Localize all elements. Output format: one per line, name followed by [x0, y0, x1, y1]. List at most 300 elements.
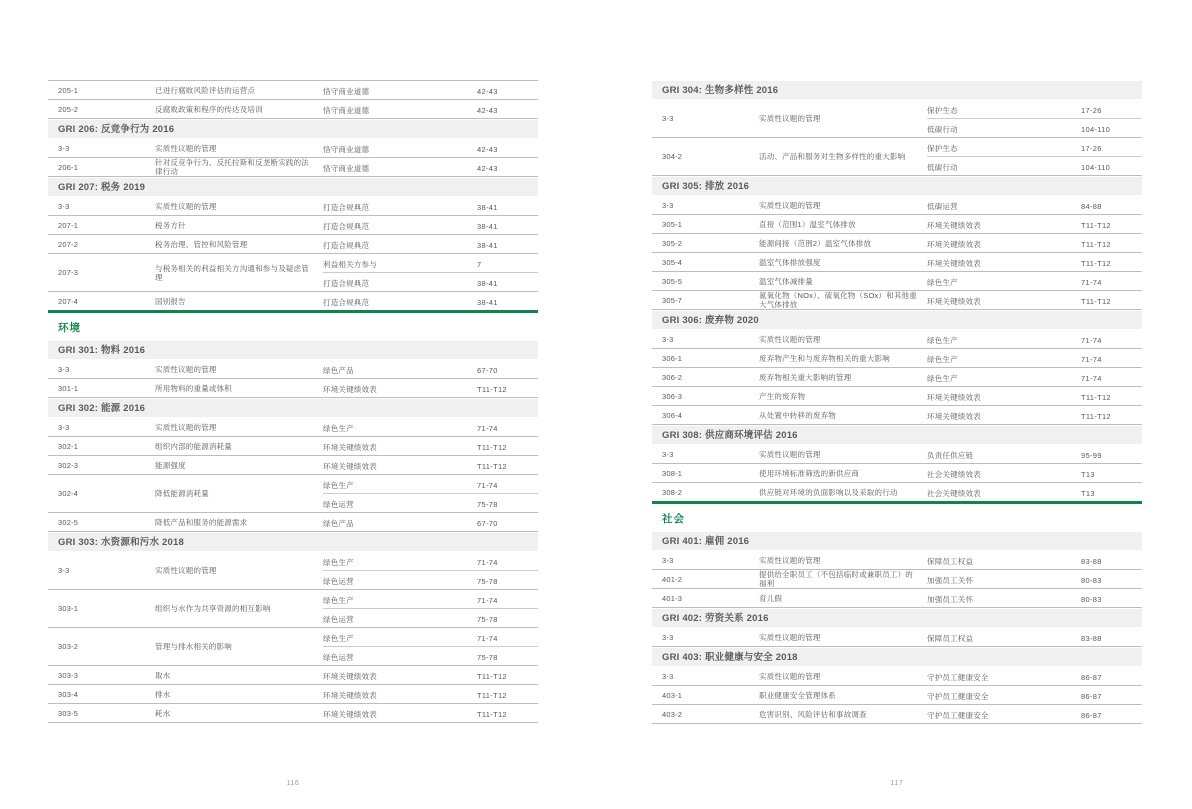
reference-pages: 86-87	[1081, 692, 1102, 701]
table-row	[48, 292, 538, 310]
row-references	[323, 379, 538, 397]
table-row	[652, 196, 1142, 215]
disclosure-title: 活动、产品和服务对生物多样性的重大影响	[759, 152, 906, 161]
reference-pages-cell	[1081, 464, 1142, 482]
disclosure-code: 205-2	[58, 104, 79, 114]
gri-section-label: GRI 301: 物料 2016	[58, 344, 146, 356]
reference-pages-cell	[1081, 628, 1142, 646]
reference-row	[323, 139, 538, 157]
disclosure-code: 207-4	[58, 296, 79, 306]
reference-chapter: 负责任供应链	[927, 451, 974, 460]
disclosure-title: 实质性议题的管理	[759, 114, 821, 123]
disclosure-title: 税务治理、管控和风险管理	[155, 239, 248, 249]
reference-pages: 71-74	[1081, 374, 1102, 383]
reference-chapter: 打造合规典范	[323, 241, 370, 250]
row-disclosure-cell	[155, 139, 323, 157]
row-disclosure-cell	[155, 475, 323, 512]
row-disclosure-cell	[155, 552, 323, 589]
reference-pages-cell	[477, 513, 538, 531]
row-disclosure-cell	[155, 254, 323, 291]
disclosure-title: 氮氧化物（NOx）、硫氧化物（SOx）和其他重大气体排放	[759, 291, 917, 309]
disclosure-title: 取水	[155, 670, 171, 680]
disclosure-code: 302-3	[58, 460, 79, 470]
reference-pages-cell	[1081, 100, 1142, 118]
disclosure-code: 403-2	[662, 709, 683, 719]
gri-section-header	[652, 609, 1142, 627]
reference-chapter: 保护生态	[927, 106, 958, 115]
disclosure-code: 305-2	[662, 238, 683, 248]
row-disclosure-cell	[155, 100, 323, 118]
row-disclosure-cell	[759, 253, 927, 271]
disclosure-code: 305-7	[662, 295, 683, 305]
gri-section-label: GRI 303: 水资源和污水 2018	[58, 536, 184, 548]
reference-chapter: 绿色生产	[927, 355, 958, 364]
disclosure-code: 206-1	[58, 162, 79, 172]
disclosure-code: 3-3	[58, 422, 70, 432]
table-row	[48, 254, 538, 292]
table-row	[48, 418, 538, 437]
reference-chapter: 环境关键绩效表	[323, 691, 377, 700]
reference-pages: 42-43	[477, 87, 498, 96]
row-disclosure-cell	[155, 513, 323, 531]
reference-pages-cell	[477, 418, 538, 436]
row-disclosure-cell	[759, 234, 927, 252]
disclosure-code: 401-2	[662, 574, 683, 584]
row-disclosure-cell	[155, 685, 323, 703]
reference-row	[927, 330, 1142, 348]
row-references	[927, 234, 1142, 252]
reference-chapter-cell	[927, 628, 1081, 646]
row-code-cell	[652, 138, 759, 175]
disclosure-title: 与税务相关的利益相关方沟通和参与及疑虑管理	[155, 263, 309, 282]
table-row	[48, 513, 538, 532]
reference-chapter: 守护员工健康安全	[927, 711, 989, 720]
gri-section-label: GRI 306: 废弃物 2020	[662, 314, 759, 326]
reference-chapter-cell	[927, 483, 1081, 501]
row-references	[927, 291, 1142, 309]
row-disclosure-cell	[759, 196, 927, 214]
reference-pages: 67-70	[477, 519, 498, 528]
row-references	[323, 685, 538, 703]
reference-row	[323, 513, 538, 531]
row-code-cell	[652, 570, 759, 588]
reference-row	[927, 387, 1142, 405]
reference-chapter: 守护员工健康安全	[927, 673, 989, 682]
reference-row	[927, 589, 1142, 607]
gri-section-label: GRI 308: 供应商环境评估 2016	[662, 429, 798, 441]
reference-chapter: 环境关键绩效表	[927, 297, 981, 306]
reference-chapter: 守护员工健康安全	[927, 692, 989, 701]
row-disclosure-cell	[759, 387, 927, 405]
disclosure-title: 降低能源消耗量	[155, 489, 209, 498]
table-row	[652, 100, 1142, 138]
gri-section-header	[652, 311, 1142, 329]
reference-pages: 38-41	[477, 298, 498, 307]
disclosure-code: 3-3	[662, 200, 674, 210]
reference-row	[323, 570, 538, 589]
reference-pages: 95-99	[1081, 451, 1102, 460]
reference-pages-cell	[1081, 119, 1142, 137]
reference-chapter: 环境关键绩效表	[323, 710, 377, 719]
row-disclosure-cell	[759, 138, 927, 175]
reference-pages-cell	[1081, 215, 1142, 233]
reference-pages: 38-41	[477, 279, 498, 288]
page-number-left: 116	[286, 780, 300, 787]
reference-row	[323, 292, 538, 310]
disclosure-code: 306-4	[662, 410, 683, 420]
reference-pages: 80-83	[1081, 595, 1102, 604]
row-code-cell	[652, 628, 759, 646]
reference-pages: T11-T12	[477, 443, 507, 452]
reference-chapter-cell	[323, 494, 477, 512]
row-disclosure-cell	[155, 360, 323, 378]
reference-chapter-cell	[927, 253, 1081, 271]
reference-pages: T11-T12	[477, 672, 507, 681]
row-disclosure-cell	[759, 445, 927, 463]
reference-chapter: 环境关键绩效表	[927, 393, 981, 402]
row-code-cell	[652, 196, 759, 214]
row-references	[927, 387, 1142, 405]
reference-pages-cell	[477, 158, 538, 176]
reference-chapter-cell	[927, 551, 1081, 569]
reference-pages: 42-43	[477, 164, 498, 173]
disclosure-code: 303-3	[58, 670, 79, 680]
table-row	[652, 483, 1142, 501]
reference-row	[323, 456, 538, 474]
row-references	[323, 437, 538, 455]
disclosure-title: 实质性议题的管理	[155, 201, 217, 211]
reference-pages: T11-T12	[1081, 393, 1111, 402]
reference-chapter: 绿色运营	[323, 615, 354, 624]
reference-chapter: 绿色运营	[323, 653, 354, 662]
reference-chapter-cell	[927, 330, 1081, 348]
reference-pages-cell	[477, 235, 538, 253]
reference-row	[927, 686, 1142, 704]
row-references	[927, 253, 1142, 271]
row-code-cell	[652, 330, 759, 348]
row-code-cell	[652, 272, 759, 290]
reference-chapter-cell	[323, 100, 477, 118]
reference-chapter-cell	[323, 704, 477, 722]
reference-pages-cell	[1081, 272, 1142, 290]
row-code-cell	[652, 705, 759, 723]
disclosure-title: 已进行腐败风险评估的运营点	[155, 85, 256, 95]
reference-row	[323, 418, 538, 436]
disclosure-code: 3-3	[662, 114, 674, 123]
reference-pages-cell	[1081, 686, 1142, 704]
reference-chapter: 恪守商业道德	[323, 87, 370, 96]
gri-index-table-left	[48, 80, 538, 723]
row-disclosure-cell	[759, 464, 927, 482]
reference-chapter-cell	[323, 456, 477, 474]
reference-pages: T11-T12	[1081, 259, 1111, 268]
reference-row	[323, 475, 538, 493]
reference-chapter-cell	[927, 196, 1081, 214]
row-disclosure-cell	[759, 272, 927, 290]
reference-pages-cell	[1081, 589, 1142, 607]
reference-row	[323, 493, 538, 512]
reference-chapter-cell	[323, 513, 477, 531]
reference-pages-cell	[477, 685, 538, 703]
table-row	[48, 197, 538, 216]
row-references	[323, 456, 538, 474]
reference-pages-cell	[1081, 253, 1142, 271]
reference-row	[323, 437, 538, 455]
reference-pages: 83-88	[1081, 634, 1102, 643]
row-code-cell	[48, 81, 155, 99]
row-code-cell	[48, 666, 155, 684]
disclosure-title: 针对反竞争行为、反托拉斯和反垄断实践的法律行动	[155, 158, 309, 176]
reference-pages-cell	[1081, 291, 1142, 309]
reference-pages-cell	[477, 197, 538, 215]
row-references	[323, 235, 538, 253]
reference-chapter-cell	[323, 158, 477, 176]
row-code-cell	[48, 292, 155, 310]
disclosure-code: 308-1	[662, 468, 683, 478]
reference-row	[323, 216, 538, 234]
disclosure-title: 国别报告	[155, 296, 186, 306]
gri-section-header	[652, 426, 1142, 444]
reference-pages: 84-88	[1081, 202, 1102, 211]
row-code-cell	[652, 215, 759, 233]
reference-pages-cell	[1081, 234, 1142, 252]
reference-row	[323, 360, 538, 378]
table-row	[652, 330, 1142, 349]
reference-pages-cell	[477, 552, 538, 570]
reference-chapter-cell	[323, 139, 477, 157]
gri-section-label: GRI 401: 雇佣 2016	[662, 535, 750, 547]
row-disclosure-cell	[155, 418, 323, 436]
disclosure-code: 3-3	[58, 143, 70, 153]
reference-chapter-cell	[927, 686, 1081, 704]
table-row	[48, 158, 538, 177]
table-row	[652, 138, 1142, 176]
reference-chapter: 绿色生产	[927, 278, 958, 287]
disclosure-code: 3-3	[662, 555, 674, 565]
reference-row	[323, 608, 538, 627]
disclosure-title: 产生的废弃物	[759, 391, 806, 401]
table-row	[48, 590, 538, 628]
reference-chapter: 恪守商业道德	[323, 145, 370, 154]
reference-pages-cell	[477, 254, 538, 272]
disclosure-title: 供应链对环境的负面影响以及采取的行动	[759, 487, 898, 497]
row-code-cell	[652, 589, 759, 607]
row-code-cell	[652, 100, 759, 137]
row-disclosure-cell	[155, 235, 323, 253]
row-references	[927, 667, 1142, 685]
reference-chapter: 绿色生产	[323, 634, 354, 643]
reference-pages-cell	[477, 647, 538, 665]
reference-pages: 80-83	[1081, 576, 1102, 585]
reference-pages-cell	[1081, 551, 1142, 569]
reference-pages-cell	[1081, 157, 1142, 175]
disclosure-code: 303-5	[58, 708, 79, 718]
reference-chapter: 环境关键绩效表	[927, 221, 981, 230]
reference-chapter: 环境关键绩效表	[927, 259, 981, 268]
reference-row	[323, 685, 538, 703]
reference-row	[927, 138, 1142, 156]
reference-chapter: 绿色生产	[927, 336, 958, 345]
disclosure-title: 能源强度	[155, 460, 186, 470]
reference-chapter: 打造合规典范	[323, 298, 370, 307]
reference-pages-cell	[1081, 196, 1142, 214]
row-code-cell	[652, 686, 759, 704]
reference-row	[927, 196, 1142, 214]
row-references	[323, 292, 538, 310]
reference-pages: 75-78	[477, 577, 498, 586]
row-code-cell	[48, 235, 155, 253]
row-code-cell	[48, 685, 155, 703]
reference-pages: 67-70	[477, 366, 498, 375]
disclosure-title: 能源间接（范围2）温室气体排放	[759, 238, 872, 248]
row-code-cell	[48, 513, 155, 531]
table-row	[652, 406, 1142, 425]
table-row	[652, 551, 1142, 570]
row-references	[323, 590, 538, 627]
gri-section-label: GRI 305: 排放 2016	[662, 180, 750, 192]
disclosure-title: 实质性议题的管理	[759, 200, 821, 210]
row-references	[927, 464, 1142, 482]
row-disclosure-cell	[155, 81, 323, 99]
reference-pages: 42-43	[477, 106, 498, 115]
disclosure-code: 207-3	[58, 268, 79, 277]
reference-chapter: 环境关键绩效表	[323, 385, 377, 394]
reference-row	[927, 445, 1142, 463]
row-code-cell	[48, 628, 155, 665]
reference-chapter: 低碳行动	[927, 163, 958, 172]
row-disclosure-cell	[759, 368, 927, 386]
reference-chapter: 环境关键绩效表	[927, 240, 981, 249]
reference-pages: T11-T12	[477, 710, 507, 719]
reference-row	[927, 234, 1142, 252]
reference-pages: 71-74	[477, 481, 498, 490]
reference-chapter-cell	[323, 552, 477, 570]
table-row	[652, 667, 1142, 686]
reference-chapter: 绿色生产	[323, 596, 354, 605]
reference-chapter: 环境关键绩效表	[323, 672, 377, 681]
reference-pages: T11-T12	[477, 462, 507, 471]
reference-chapter: 社会关键绩效表	[927, 470, 981, 479]
table-row	[652, 628, 1142, 647]
reference-pages-cell	[477, 437, 538, 455]
reference-row	[323, 235, 538, 253]
row-code-cell	[48, 197, 155, 215]
reference-chapter-cell	[323, 418, 477, 436]
row-disclosure-cell	[155, 590, 323, 627]
reference-chapter: 绿色运营	[323, 500, 354, 509]
reference-chapter: 恪守商业道德	[323, 106, 370, 115]
reference-chapter: 利益相关方参与	[323, 260, 377, 269]
reference-chapter-cell	[927, 157, 1081, 175]
row-references	[323, 552, 538, 589]
reference-pages-cell	[477, 590, 538, 608]
reference-chapter-cell	[323, 609, 477, 627]
row-code-cell	[652, 406, 759, 424]
reference-chapter: 环境关键绩效表	[927, 412, 981, 421]
row-disclosure-cell	[155, 666, 323, 684]
reference-pages-cell	[1081, 368, 1142, 386]
reference-chapter: 加强员工关怀	[927, 576, 974, 585]
row-disclosure-cell	[759, 686, 927, 704]
table-row	[48, 81, 538, 100]
table-row	[48, 235, 538, 254]
reference-chapter: 打造合规典范	[323, 203, 370, 212]
row-code-cell	[48, 704, 155, 722]
reference-chapter: 保障员工权益	[927, 557, 974, 566]
reference-row	[927, 705, 1142, 723]
disclosure-title: 使用环境标准筛选的新供应商	[759, 468, 860, 478]
reference-row	[927, 291, 1142, 309]
row-references	[323, 704, 538, 722]
disclosure-title: 管理与排水相关的影响	[155, 642, 232, 651]
reference-pages: 7	[477, 260, 482, 269]
reference-chapter-cell	[323, 235, 477, 253]
reference-chapter-cell	[927, 570, 1081, 588]
reference-pages: 71-74	[1081, 336, 1102, 345]
table-row	[652, 445, 1142, 464]
row-references	[927, 406, 1142, 424]
reference-pages: T11-T12	[1081, 240, 1111, 249]
disclosure-title: 组织内部的能源消耗量	[155, 441, 232, 451]
reference-row	[323, 666, 538, 684]
reference-pages: 75-78	[477, 615, 498, 624]
reference-chapter-cell	[927, 349, 1081, 367]
reference-chapter: 绿色生产	[323, 424, 354, 433]
row-references	[323, 418, 538, 436]
row-code-cell	[652, 464, 759, 482]
row-disclosure-cell	[759, 483, 927, 501]
reference-chapter: 打造合规典范	[323, 279, 370, 288]
disclosure-title: 反腐败政策和程序的传达及培训	[155, 104, 263, 114]
reference-pages: 17-26	[1081, 106, 1102, 115]
reference-pages-cell	[477, 456, 538, 474]
table-row	[652, 234, 1142, 253]
row-disclosure-cell	[155, 437, 323, 455]
table-row	[652, 464, 1142, 483]
row-code-cell	[48, 590, 155, 627]
reference-row	[323, 197, 538, 215]
table-row	[48, 437, 538, 456]
row-disclosure-cell	[759, 667, 927, 685]
table-row	[48, 666, 538, 685]
reference-pages-cell	[477, 494, 538, 512]
disclosure-title: 实质性议题的管理	[759, 449, 821, 459]
reference-pages: T11-T12	[1081, 297, 1111, 306]
row-code-cell	[652, 483, 759, 501]
disclosure-code: 303-2	[58, 642, 79, 651]
row-references	[927, 570, 1142, 588]
reference-chapter-cell	[927, 387, 1081, 405]
row-references	[927, 628, 1142, 646]
reference-chapter-cell	[927, 291, 1081, 309]
row-code-cell	[48, 100, 155, 118]
reference-chapter-cell	[927, 445, 1081, 463]
row-code-cell	[48, 360, 155, 378]
reference-pages: 86-87	[1081, 711, 1102, 720]
table-row	[48, 552, 538, 590]
row-references	[927, 196, 1142, 214]
reference-row	[927, 667, 1142, 685]
row-references	[323, 628, 538, 665]
reference-chapter: 绿色生产	[323, 481, 354, 490]
disclosure-title: 实质性议题的管理	[155, 422, 217, 432]
reference-row	[927, 349, 1142, 367]
reference-row	[323, 81, 538, 99]
disclosure-code: 305-5	[662, 276, 683, 286]
row-disclosure-cell	[759, 551, 927, 569]
row-disclosure-cell	[155, 704, 323, 722]
reference-pages-cell	[477, 139, 538, 157]
